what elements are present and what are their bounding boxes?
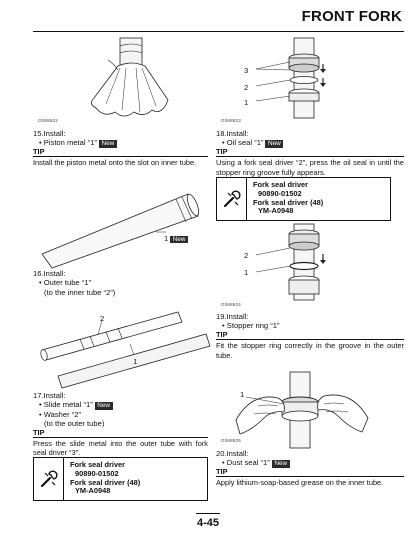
new-badge: New <box>99 140 117 148</box>
page-number: 4-45 <box>196 517 220 529</box>
step-item: • Outer tube “1” <box>39 278 92 288</box>
step-15 <box>33 129 208 168</box>
step-item: • Oil seal “1” New <box>216 138 404 147</box>
callout-1: 1 <box>244 268 249 277</box>
step-item: • Piston metal “1” New <box>33 138 208 147</box>
tip-rule <box>33 437 208 438</box>
step-item-note: (to the inner tube “2”) <box>44 287 116 297</box>
step-title: 19.Install: <box>216 312 249 321</box>
figure-code: G088925 <box>221 438 241 443</box>
callout-2: 2 <box>244 251 249 260</box>
step-17 <box>33 391 208 458</box>
new-badge: New <box>95 402 113 410</box>
new-badge: New <box>272 460 290 468</box>
callout-2: 2 <box>100 314 105 323</box>
illustration-dust-seal <box>232 372 372 448</box>
figure-code: G088924 <box>221 302 241 307</box>
step-19 <box>216 312 404 360</box>
step-item: • Stopper ring “1” <box>222 321 280 331</box>
tip-text: Apply lithium-soap-based grease on the inner tube. <box>216 478 384 488</box>
tool-cell <box>217 178 247 220</box>
page-title: FRONT FORK <box>301 8 402 25</box>
tip-label: TIP <box>216 329 228 339</box>
step-title: 20.Install: <box>216 449 249 458</box>
tip-rule <box>216 339 404 340</box>
special-tool-box <box>216 177 391 221</box>
figure-code: G088923 <box>221 118 241 123</box>
illustration-oil-seal <box>250 38 350 118</box>
callout-3: 3 <box>244 66 249 75</box>
tip-rule <box>216 476 404 477</box>
illustration-stopper-ring <box>250 224 350 300</box>
step-title: 15.Install: <box>33 129 66 138</box>
step-title: 18.Install: <box>216 129 249 138</box>
tip-text: Install the piston metal onto the slot on inner tube. <box>33 158 197 168</box>
step-18 <box>216 129 404 177</box>
step-item: • Dust seal “1” New <box>216 458 404 467</box>
header-rule <box>33 31 404 32</box>
tip-label: TIP <box>216 146 228 156</box>
callout-1: 1 <box>240 390 245 399</box>
tip-label: TIP <box>216 466 228 476</box>
wrench-icon <box>222 189 242 209</box>
step-title: 17.Install: <box>33 391 66 400</box>
tip-text: Press the slide metal into the outer tube with fork seal driver “3”. <box>33 439 208 458</box>
special-tool-box <box>33 457 208 501</box>
callout-1: 1 <box>133 357 138 366</box>
tip-rule <box>33 156 208 157</box>
illustration-piston-metal <box>60 38 210 124</box>
step-title: 16.Install: <box>33 269 66 278</box>
step-16 <box>33 269 208 297</box>
tool-cell <box>34 458 64 500</box>
callout-1: 1 <box>244 98 249 107</box>
callout-1: 1 New <box>164 234 188 243</box>
new-badge: New <box>265 140 283 148</box>
tool-text: Fork seal driver 90890-01502 Fork seal driver (48) YM-A0948 <box>253 180 324 216</box>
wrench-icon <box>39 469 59 489</box>
figure-code: G088922 <box>38 118 58 123</box>
callout-2: 2 <box>244 83 249 92</box>
tip-text: Using a fork seal driver “2”, press the oil seal in until the stopper ring groove fully appears. <box>216 158 404 177</box>
illustration-outer-tube <box>38 184 208 268</box>
tool-text: Fork seal driver 90890-01502 Fork seal driver (48) YM-A0948 <box>70 460 141 496</box>
step-item: • Slide metal “1” New <box>33 400 208 409</box>
footer-rule <box>196 513 220 514</box>
step-20 <box>216 449 404 488</box>
new-badge: New <box>170 236 188 244</box>
step-item-note: (to the outer tube) <box>44 419 105 429</box>
step-item: • Washer “2” <box>39 409 82 419</box>
illustration-slide-metal <box>40 308 210 390</box>
tip-rule <box>216 156 404 157</box>
tip-label: TIP <box>33 146 45 156</box>
tip-label: TIP <box>33 427 45 437</box>
tip-text: Fit the stopper ring correctly in the groove in the outer tube. <box>216 341 404 360</box>
